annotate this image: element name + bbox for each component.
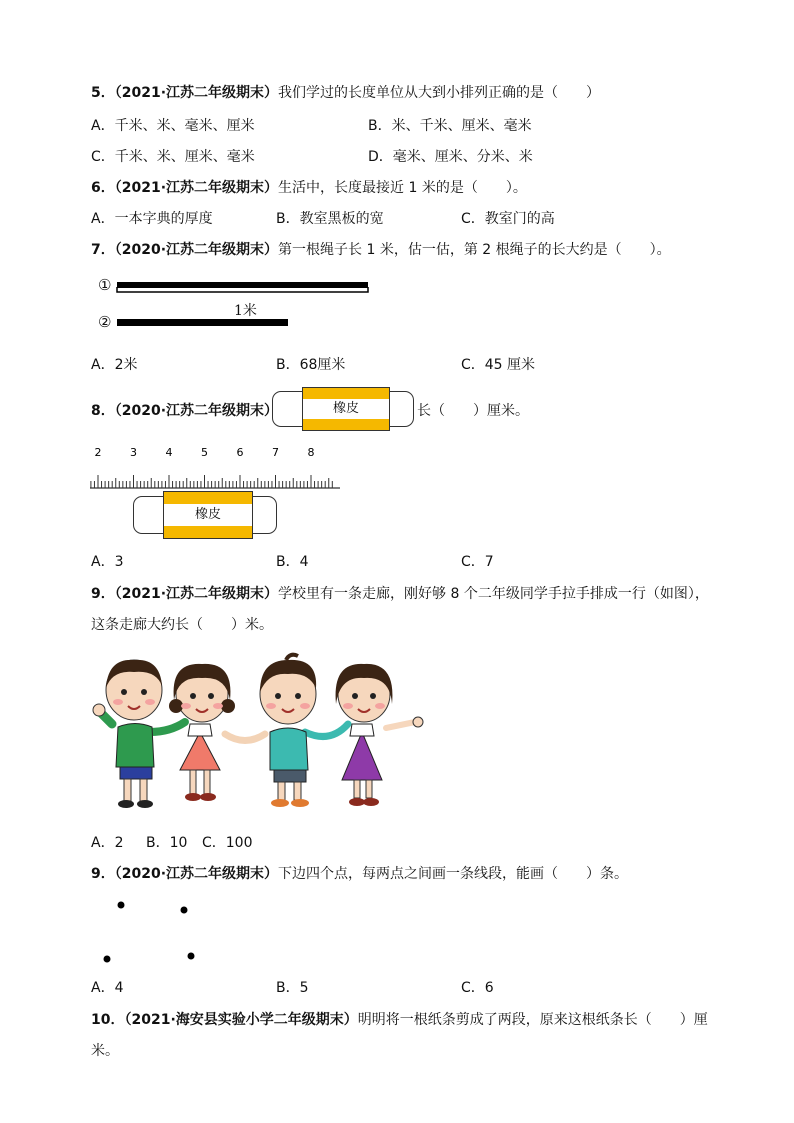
point-bottom-left xyxy=(104,956,111,963)
ruler xyxy=(88,443,344,491)
q7-option-c[interactable]: C．45 厘米 xyxy=(461,357,536,373)
q7-stem xyxy=(91,239,671,259)
q9b-number: 9． xyxy=(91,866,115,882)
ruler-number-label: 8 xyxy=(307,446,315,459)
q8-option-c[interactable]: C．7 xyxy=(461,554,494,570)
ruler-number-label: 2 xyxy=(94,446,102,459)
children-illustration xyxy=(90,652,430,814)
q9a-option-b[interactable]: B．10 xyxy=(146,835,188,851)
q6-option-a[interactable]: A．一本字典的厚度 xyxy=(91,211,213,227)
q5-source: （2021·江苏二年级期末） xyxy=(114,85,279,101)
q9a-stem xyxy=(91,583,709,603)
rope-1-brace xyxy=(115,287,371,297)
q9a-option-a[interactable]: A．2 xyxy=(91,835,124,851)
q9b-option-c[interactable]: C．6 xyxy=(461,980,494,996)
q8-text-after: 长（ ）厘米。 xyxy=(417,403,529,419)
point-bottom-right xyxy=(188,953,195,960)
q10-number: 10． xyxy=(91,1012,125,1028)
four-points xyxy=(100,895,200,965)
q6-number: 6． xyxy=(91,180,115,196)
q5-option-a[interactable]: A．千米、米、毫米、厘米 xyxy=(91,118,255,134)
q6-option-c[interactable]: C．教室门的高 xyxy=(461,211,555,227)
q7-text: 第一根绳子长 1 米，估一估，第 2 根绳子的长大约是（ ）。 xyxy=(278,242,671,258)
eraser-inline xyxy=(272,387,414,431)
rope-1-marker: ① xyxy=(98,276,112,294)
q5-text: 我们学过的长度单位从大到小排列正确的是（ ） xyxy=(278,85,601,101)
ruler-number-label: 3 xyxy=(130,446,137,459)
ruler-number-label: 7 xyxy=(272,446,279,459)
q7-option-b[interactable]: B．68厘米 xyxy=(276,357,346,373)
eraser-ruler-label: 橡皮 xyxy=(194,507,221,522)
q7-number: 7． xyxy=(91,242,115,258)
q7-source: （2020·江苏二年级期末） xyxy=(114,242,279,258)
q8-stem-prefix xyxy=(91,400,278,420)
q9a-text: 学校里有一条走廊，刚好够 8 个二年级同学手拉手排成一行（如图）， xyxy=(278,586,709,602)
ruler-number-label: 4 xyxy=(165,446,173,459)
boy-green-shirt xyxy=(93,660,162,808)
q9b-option-b[interactable]: B．5 xyxy=(276,980,309,996)
eraser-on-ruler xyxy=(133,491,277,539)
ruler-number-label: 5 xyxy=(201,446,208,459)
q5-option-d[interactable]: D．毫米、厘米、分米、米 xyxy=(368,149,533,165)
q9b-source: （2020·江苏二年级期末） xyxy=(114,866,279,882)
rope-2-marker: ② xyxy=(98,313,112,331)
ruler-number-label: 6 xyxy=(236,446,244,459)
q5-option-c[interactable]: C．千米、米、厘米、毫米 xyxy=(91,149,255,165)
q10-text-line2: 米。 xyxy=(91,1043,119,1059)
q10-text: 明明将一根纸条剪成了两段，原来这根纸条长（ ）厘 xyxy=(357,1012,708,1028)
q8-source: （2020·江苏二年级期末） xyxy=(114,403,279,419)
q9b-stem xyxy=(91,863,628,883)
q6-text: 生活中，长度最接近 1 米的是（ ）。 xyxy=(278,180,527,196)
q8-option-a[interactable]: A．3 xyxy=(91,554,124,570)
q9a-option-c[interactable]: C．100 xyxy=(202,835,253,851)
q7-option-a[interactable]: A．2米 xyxy=(91,357,138,373)
q9a-text-line2: 这条走廊大约长（ ）米。 xyxy=(91,617,273,633)
q5-stem xyxy=(91,82,600,102)
q9a-source: （2021·江苏二年级期末） xyxy=(114,586,279,602)
q6-option-b[interactable]: B．教室黑板的宽 xyxy=(276,211,384,227)
q8-option-b[interactable]: B．4 xyxy=(276,554,309,570)
point-top-left xyxy=(118,902,125,909)
q9b-option-a[interactable]: A．4 xyxy=(91,980,124,996)
q6-source: （2021·江苏二年级期末） xyxy=(114,180,279,196)
girl-purple-dress xyxy=(336,664,423,806)
eraser-inline-label: 橡皮 xyxy=(332,401,359,416)
rope-2 xyxy=(117,319,288,326)
q6-stem xyxy=(91,177,527,197)
q8-number: 8． xyxy=(91,403,115,419)
q5-number: 5． xyxy=(91,85,115,101)
q9a-number: 9． xyxy=(91,586,115,602)
rope-1-length-label: 1米 xyxy=(234,303,257,319)
q5-option-b[interactable]: B．米、千米、厘米、毫米 xyxy=(368,118,532,134)
q10-stem xyxy=(91,1009,708,1029)
q10-source: （2021·海安县实验小学二年级期末） xyxy=(124,1012,358,1028)
point-top-right xyxy=(181,907,188,914)
q9b-text: 下边四个点，每两点之间画一条线段，能画（ ）条。 xyxy=(278,866,629,882)
